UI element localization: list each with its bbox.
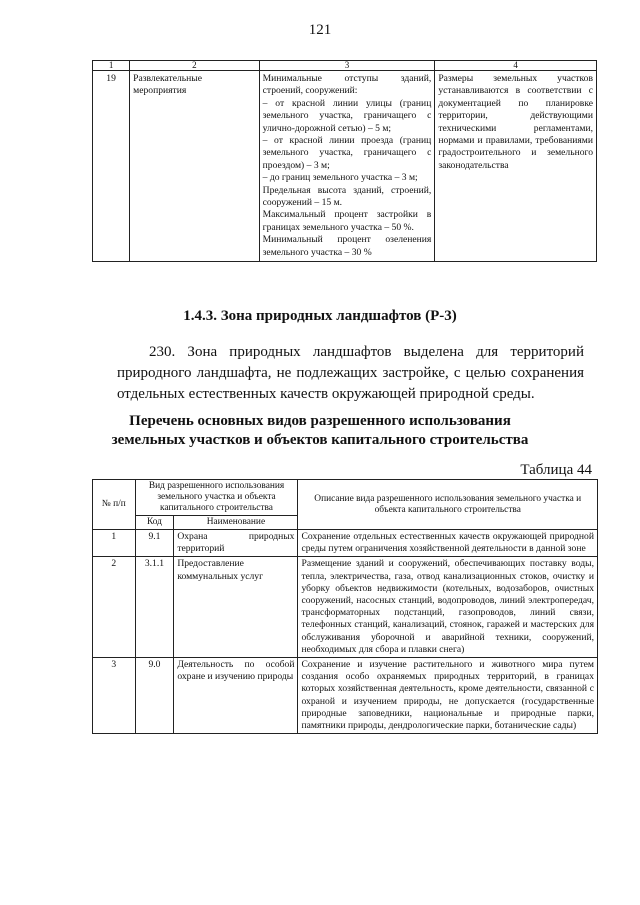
- table-row: [93, 71, 597, 262]
- parameters-cell: [259, 71, 435, 262]
- permitted-use-table: [92, 479, 598, 734]
- header-code: Код: [135, 516, 174, 530]
- table-row: [93, 530, 598, 557]
- parameter-line: – от красной линии улицы (границ земельного участка, граничащего с улично-дорожной сетью) – 5 м;: [262, 97, 434, 134]
- header-use-type: Вид разрешенного использования земельного участка и объекта капитального строительства: [135, 480, 298, 516]
- table-row: [93, 658, 598, 734]
- plot-sizes-cell: Размеры земельных участков устанавливаются в соответствии с документацией по планировке территории, действующими техническими регламентами, нормами и правилами, требованиями градостроительного и земельного законодательства: [435, 71, 597, 262]
- row-name: Предоставление коммунальных услуг: [174, 557, 298, 658]
- parameter-line: Минимальные отступы зданий, строений, сооружений:: [262, 73, 434, 97]
- parameter-line: – до границ земельного участка – 3 м;: [262, 172, 418, 184]
- use-type-name: Развлекательные мероприятия: [130, 71, 260, 262]
- column-number: 1: [93, 61, 130, 71]
- column-number: 4: [435, 61, 597, 71]
- table-header-row: [93, 480, 598, 516]
- row-number: 19: [93, 71, 130, 262]
- row-description: Размещение зданий и сооружений, обеспечивающих поставку воды, тепла, электричества, газа, отвод канализационных стоков, очистку и уборку объектов недвижимости (котельных, водозаборов, очистных сооружений, насосных станций, водопроводов, линий электропередач, трансформаторных подстанций, газопроводов, линий связи, телефонных станций, канализаций, стоянок, гаражей и мастерских для обслуживания уборочной и аварийной техники, сооружений, необходимых для сбора и плавки снега): [298, 557, 598, 658]
- table-label: Таблица 44: [520, 462, 592, 478]
- row-code: 9.1: [135, 530, 174, 557]
- list-title-line: земельных участков и объектов капитального строительства: [111, 432, 529, 448]
- page-number: 121: [308, 22, 332, 38]
- parameter-line: Предельная высота зданий, строений, сооружений – 15 м.: [262, 184, 434, 209]
- parameter-line: Максимальный процент застройки в границах земельного участка – 50 %.: [262, 209, 434, 233]
- header-number: № п/п: [93, 480, 136, 530]
- row-number: 1: [93, 530, 136, 557]
- row-code: 3.1.1: [135, 557, 174, 658]
- column-number: 2: [130, 61, 260, 71]
- section-title: 1.4.3. Зона природных ландшафтов (Р-3): [183, 308, 457, 324]
- header-description: Описание вида разрешенного использования земельного участка и объекта капитального строительства: [298, 480, 598, 530]
- row-number: 3: [93, 658, 136, 734]
- row-name: Деятельность по особой охране и изучению природы: [174, 658, 298, 734]
- table-row: [93, 557, 598, 658]
- parameter-line: Минимальный процент озеленения земельного участка – 30 %: [262, 234, 434, 258]
- parameter-line: – от красной линии проезда (границ земельного участка, граничащего с проездом) – 3 м;: [262, 135, 434, 171]
- list-title-line: Перечень основных видов разрешенного использования: [129, 413, 511, 429]
- row-number: 2: [93, 557, 136, 658]
- header-name: Наименование: [174, 516, 298, 530]
- row-code: 9.0: [135, 658, 174, 734]
- column-number: 3: [259, 61, 435, 71]
- list-title: [0, 412, 640, 450]
- row-description: Сохранение и изучение растительного и животного мира путем создания особо охраняемых природных территорий, в границах которых хозяйственная деятельность, кроме деятельности, связанной с охраной и изучением природы, не допускается (государственные природные заповедники, национальные и природные парки, памятники природы, дендрологические парки, ботанические сады): [298, 658, 598, 734]
- row-name: Охрана природных территорий: [174, 530, 298, 557]
- column-number-row: [93, 61, 597, 71]
- paragraph-230: 230. Зона природных ландшафтов выделена для территорий природного ландшафта, не подлежащих застройке, с целью сохранения отдельных естественных качеств окружающей природной среды.: [117, 344, 584, 402]
- zoning-table-continuation: [92, 60, 597, 262]
- row-description: Сохранение отдельных естественных качеств окружающей природной среды путем ограничения хозяйственной деятельности в данной зоне: [298, 530, 598, 557]
